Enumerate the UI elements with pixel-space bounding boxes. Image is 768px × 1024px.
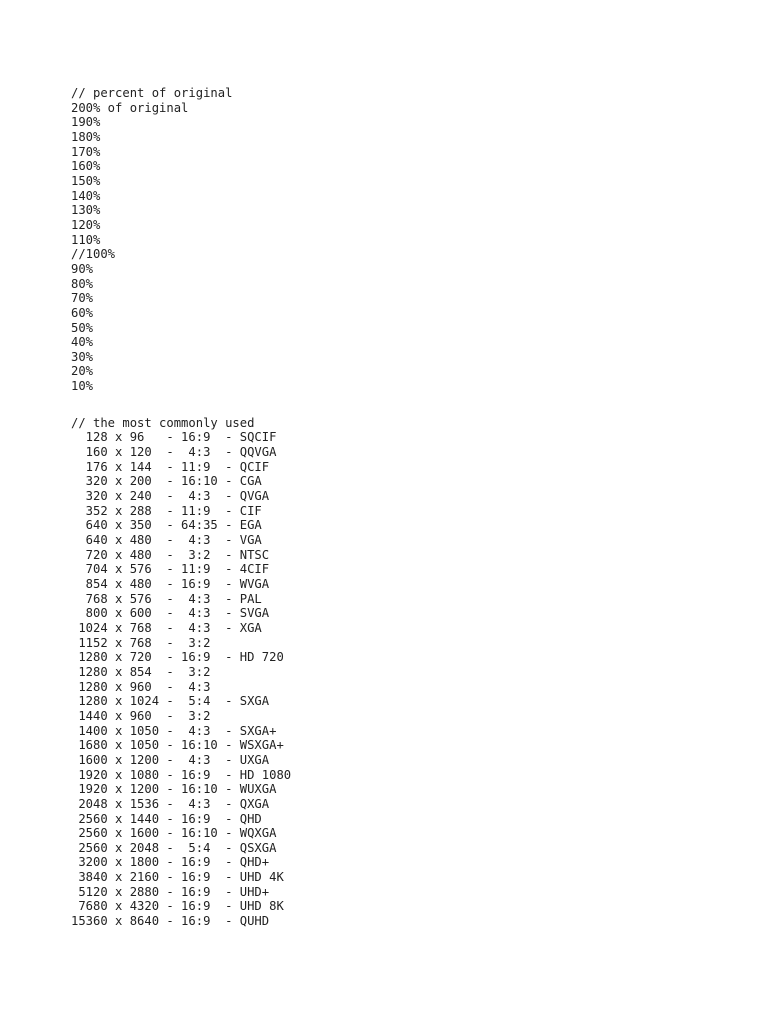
percent-line: 50% — [71, 320, 94, 335]
resolution-line: 5120 x 2880 - 16:9 - UHD+ — [71, 884, 270, 899]
resolution-line: 160 x 120 - 4:3 - QQVGA — [71, 445, 277, 460]
percent-line: 140% — [71, 188, 101, 203]
resolution-line: 320 x 200 - 16:10 - CGA — [71, 474, 262, 489]
resolution-line: 1600 x 1200 - 4:3 - UXGA — [71, 752, 270, 767]
resolution-line: 7680 x 4320 - 16:9 - UHD 8K — [71, 899, 284, 914]
resolution-line: 1152 x 768 - 3:2 — [71, 635, 211, 650]
resolution-line: 640 x 480 - 4:3 - VGA — [71, 533, 262, 548]
percent-line-heading: // percent of original — [71, 86, 233, 100]
resolution-line: 1440 x 960 - 3:2 — [71, 708, 211, 723]
section-gap — [71, 394, 751, 416]
percent-line: 60% — [71, 305, 94, 320]
percent-line: 20% — [71, 364, 94, 379]
percent-line: 190% — [71, 115, 101, 130]
resolution-line: 352 x 288 - 11:9 - CIF — [71, 503, 262, 518]
resolution-line: 854 x 480 - 16:9 - WVGA — [71, 577, 270, 591]
resolution-line: 2560 x 2048 - 5:4 - QSXGA — [71, 840, 277, 855]
percent-line: 70% — [71, 291, 94, 306]
resolution-line: 176 x 144 - 11:9 - QCIF — [71, 459, 270, 474]
resolution-line: 1280 x 960 - 4:3 — [71, 679, 211, 694]
resolution-line: 640 x 350 - 64:35 - EGA — [71, 518, 262, 533]
percent-list — [71, 86, 751, 394]
percent-line: 10% — [71, 379, 94, 394]
resolution-line: 1280 x 720 - 16:9 - HD 720 — [71, 650, 284, 665]
resolution-line: 320 x 240 - 4:3 - QVGA — [71, 489, 270, 504]
resolution-line: 1920 x 1200 - 16:10 - WUXGA — [71, 782, 277, 797]
percent-line: 130% — [71, 203, 101, 218]
resolution-line: 1680 x 1050 - 16:10 - WSXGA+ — [71, 738, 284, 753]
percent-line: 170% — [71, 144, 101, 159]
resolution-line: 3200 x 1800 - 16:9 - QHD+ — [71, 855, 270, 870]
resolution-line: 1400 x 1050 - 4:3 - SXGA+ — [71, 723, 277, 738]
resolution-line: 800 x 600 - 4:3 - SVGA — [71, 606, 270, 621]
resolution-line: 1280 x 1024 - 5:4 - SXGA — [71, 694, 270, 709]
resolution-line: 3840 x 2160 - 16:9 - UHD 4K — [71, 870, 284, 885]
resolution-line: 720 x 480 - 3:2 - NTSC — [71, 547, 270, 562]
percent-line: 30% — [71, 349, 94, 364]
resolution-line: 1280 x 854 - 3:2 — [71, 664, 211, 679]
resolution-line: 2560 x 1600 - 16:10 - WQXGA — [71, 826, 277, 841]
percent-line: 40% — [71, 335, 94, 350]
percent-line: 120% — [71, 217, 101, 232]
percent-line: 90% — [71, 261, 94, 276]
percent-line: 200% of original — [71, 100, 189, 115]
document-page — [71, 86, 751, 929]
resolution-line-heading: // the most commonly used — [71, 415, 255, 430]
percent-line: 180% — [71, 129, 101, 144]
percent-line: //100% — [71, 247, 116, 262]
resolution-line: 128 x 96 - 16:9 - SQCIF — [71, 430, 277, 445]
resolution-line: 15360 x 8640 - 16:9 - QUHD — [71, 914, 270, 929]
resolution-line: 2048 x 1536 - 4:3 - QXGA — [71, 796, 270, 811]
percent-line: 80% — [71, 276, 94, 291]
percent-line: 150% — [71, 173, 101, 188]
resolution-line: 1920 x 1080 - 16:9 - HD 1080 — [71, 767, 292, 782]
percent-line: 160% — [71, 159, 101, 174]
resolution-line: 704 x 576 - 11:9 - 4CIF — [71, 562, 270, 577]
resolution-line: 2560 x 1440 - 16:9 - QHD — [71, 811, 262, 826]
resolution-list — [71, 416, 751, 929]
percent-line: 110% — [71, 232, 101, 247]
resolution-line: 1024 x 768 - 4:3 - XGA — [71, 620, 262, 635]
resolution-line: 768 x 576 - 4:3 - PAL — [71, 591, 262, 606]
